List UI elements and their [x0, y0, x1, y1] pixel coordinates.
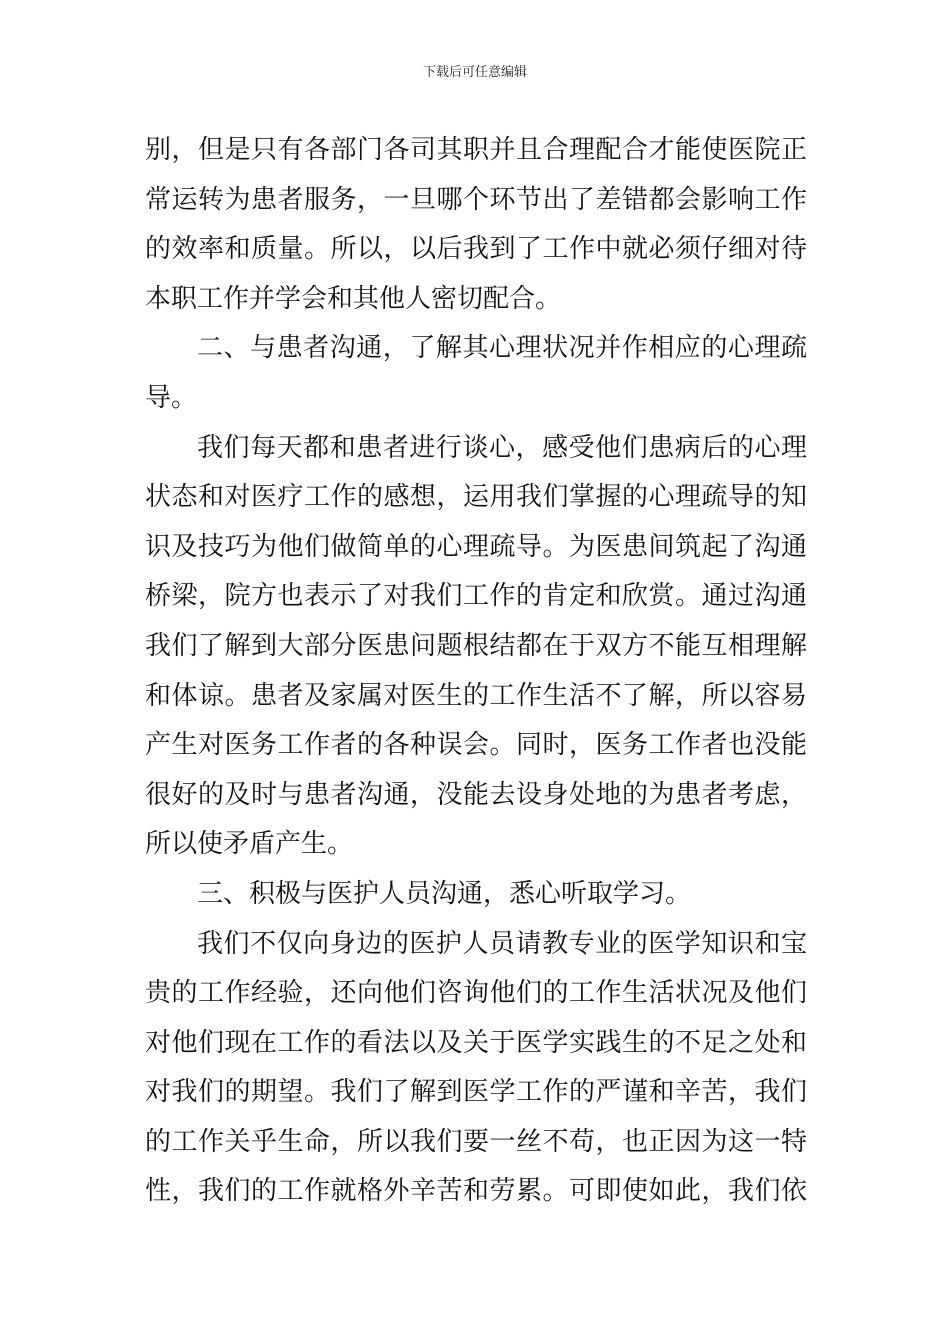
- body-line: 和体谅。患者及家属对医生的工作生活不了解，所以容易: [145, 680, 807, 711]
- body-line: 产生对医务工作者的各种误会。同时，医务工作者也没能: [145, 730, 807, 761]
- body-line: 对他们现在工作的看法以及关于医学实践生的不足之处和: [145, 1027, 807, 1058]
- body-line: 性，我们的工作就格外辛苦和劳累。可即使如此，我们依: [145, 1176, 807, 1207]
- section-heading: 二、与患者沟通，了解其心理状况并作相应的心理疏: [197, 333, 807, 364]
- page-header: 下载后可任意编辑: [422, 65, 527, 80]
- body-line: 别，但是只有各部门各司其职并且合理配合才能使医院正: [145, 135, 807, 165]
- body-line: 我们每天都和患者进行谈心，感受他们患病后的心理: [197, 432, 807, 463]
- body-line: 对我们的期望。我们了解到医学工作的严谨和辛苦，我们: [145, 1077, 807, 1108]
- section-heading: 三、积极与医护人员沟通，悉心听取学习。: [197, 878, 692, 909]
- section-heading-continued: 导。: [145, 382, 198, 413]
- body-line: 本职工作并学会和其他人密切配合。: [145, 283, 562, 314]
- body-line: 常运转为患者服务，一旦哪个环节出了差错都会影响工作: [145, 184, 807, 215]
- document-body: [145, 126, 807, 1217]
- body-line: 很好的及时与患者沟通，没能去设身处地的为患者考虑，: [145, 779, 807, 810]
- body-line: 我们了解到大部分医患问题根结都在于双方不能互相理解: [145, 630, 807, 661]
- body-line: 贵的工作经验，还向他们咨询他们的工作生活状况及他们: [145, 978, 807, 1009]
- body-line: 我们不仅向身边的医护人员请教专业的医学知识和宝: [197, 928, 807, 959]
- body-line: 所以使矛盾产生。: [145, 829, 354, 860]
- body-line: 的效率和质量。所以，以后我到了工作中就必须仔细对待: [145, 234, 807, 265]
- body-line: 状态和对医疗工作的感想，运用我们掌握的心理疏导的知: [145, 482, 807, 513]
- body-line: 桥梁，院方也表示了对我们工作的肯定和欣赏。通过沟通: [145, 581, 807, 612]
- body-line: 识及技巧为他们做简单的心理疏导。为医患间筑起了沟通: [145, 531, 807, 562]
- body-line: 的工作关乎生命，所以我们要一丝不苟，也正因为这一特: [145, 1126, 807, 1157]
